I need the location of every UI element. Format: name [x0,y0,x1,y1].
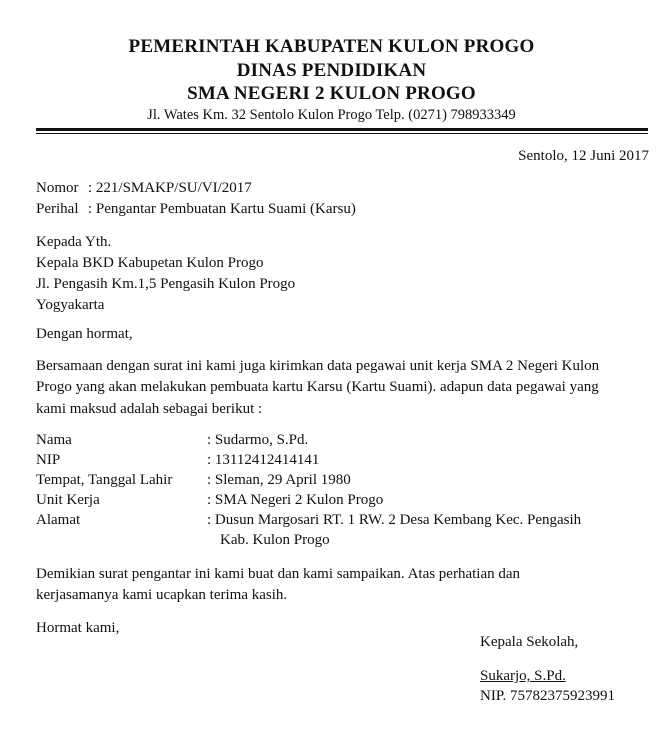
letterhead-rule-thin [36,133,648,134]
detail-value-nama: : Sudarmo, S.Pd. [207,432,309,448]
recipient-line-1: Kepada Yth. [36,234,112,250]
signature-title: Kepala Sekolah, [480,634,579,650]
letterhead-address: Jl. Wates Km. 32 Sentolo Kulon Progo Telp. (0271) 798933349 [147,107,516,123]
detail-value-alamat: : Dusun Margosari RT. 1 RW. 2 Desa Kembang Kec. Pengasih [207,512,582,528]
nomor-value: : 221/SMAKP/SU/VI/2017 [88,180,252,196]
detail-label-nip: NIP [36,452,61,468]
closing-line-1: Demikian surat pengantar ini kami buat dan kami sampaikan. Atas perhatian dan [36,566,521,582]
closing-line-2: kerjasamanya kami ucapkan terima kasih. [36,587,288,603]
perihal-value: : Pengantar Pembuatan Kartu Suami (Karsu) [88,201,356,217]
recipient-line-4: Yogyakarta [36,297,105,313]
detail-label-ttl: Tempat, Tanggal Lahir [36,472,173,488]
letterhead-line-2: DINAS PENDIDIKAN [236,60,427,81]
recipient-line-2: Kepala BKD Kabupetan Kulon Progo [36,255,264,271]
detail-value-unit-kerja: : SMA Negeri 2 Kulon Progo [207,492,384,508]
regards: Hormat kami, [36,620,120,636]
letterhead-line-1: PEMERINTAH KABUPATEN KULON PROGO [128,36,535,57]
detail-value-alamat-cont: Kab. Kulon Progo [220,532,330,548]
letterhead-rule-thick [36,128,648,131]
recipient-line-3: Jl. Pengasih Km.1,5 Pengasih Kulon Progo [36,276,296,292]
greeting: Dengan hormat, [36,326,133,342]
signature-name: Sukarjo, S.Pd. [480,668,566,684]
body-line-3: kami maksud adalah sebagai berikut : [36,401,263,417]
perihal-label: Perihal [36,201,79,217]
detail-value-ttl: : Sleman, 29 April 1980 [207,472,351,488]
detail-label-nama: Nama [36,432,72,448]
body-line-2: Progo yang akan melakukan pembuata kartu Karsu (Kartu Suami). adapun data pegawai yang [36,379,599,395]
signature-nip: NIP. 75782375923991 [480,688,616,704]
body-line-1: Bersamaan dengan surat ini kami juga kirimkan data pegawai unit kerja SMA 2 Negeri Kulon [36,358,600,374]
detail-label-alamat: Alamat [36,512,81,528]
nomor-label: Nomor [36,180,79,196]
letterhead-line-3: SMA NEGERI 2 KULON PROGO [187,83,476,104]
detail-label-unit-kerja: Unit Kerja [36,492,100,508]
detail-value-nip: : 13112412414141 [207,452,320,468]
letter-date: Sentolo, 12 Juni 2017 [518,148,649,164]
